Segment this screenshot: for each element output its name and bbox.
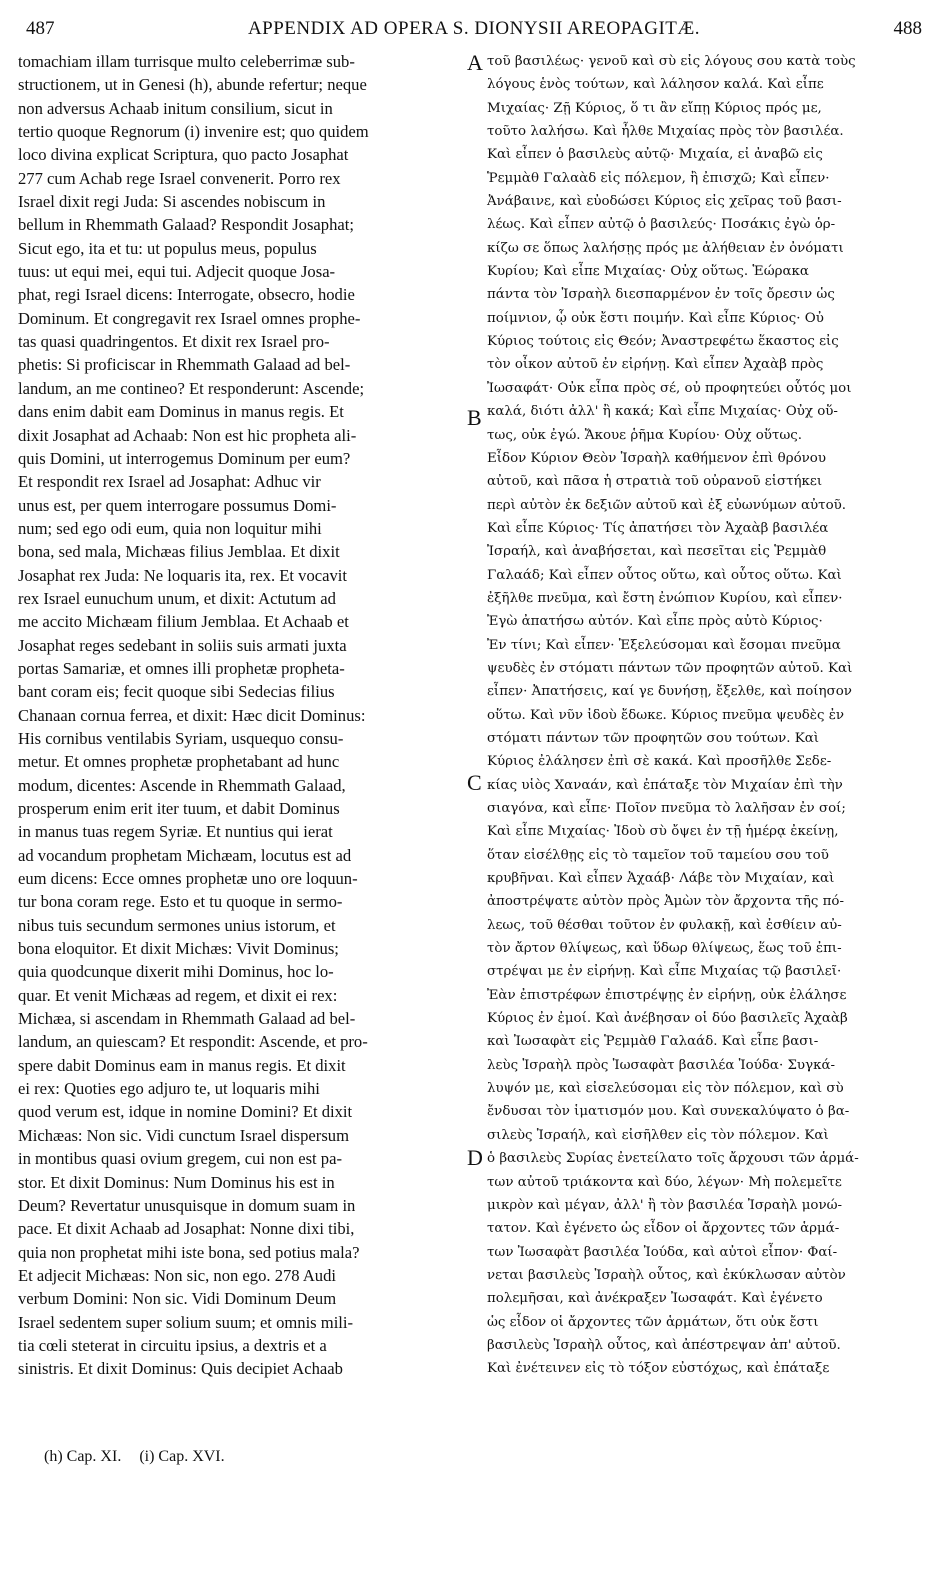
text-line: rex Israel eunuchum unum, et dixit: Actutum ad [18, 588, 336, 608]
text-line: Καὶ εἶπε Μιχαίας· Ἰδοὺ σὺ ὄψει ἐν τῇ ἡμέρᾳ ἐκείνῃ, [487, 824, 839, 840]
text-line: Israel dixit regi Juda: Si ascendes nobiscum in [18, 192, 326, 212]
text-line: Καὶ εἶπε Κύριος· Τίς ἀπατήσει τὸν Ἀχαὰβ βασιλέα [487, 520, 829, 536]
text-line: κίζω σε ὅπως λαλήσῃς πρός με ἀλήθειαν ἐν ὀνόματι [487, 240, 844, 256]
text-line: Josaphat reges sedebant in soliis suis armati juxta [18, 635, 347, 655]
text-line: πάντα τὸν Ἰσραὴλ διεσπαρμένον ἐν τοῖς ὄρεσιν ὡς [487, 287, 835, 303]
text-line: τὸν οἶκον αὐτοῦ ἐν εἰρήνῃ. Καὶ εἶπεν Ἀχαὰβ πρὸς [487, 357, 824, 373]
text-line: landum, an quiescam? Et respondit: Ascende, et pro- [18, 1032, 368, 1052]
text-line: Josaphat rex Juda: Ne loquaris ita, rex. Et vocavit [18, 565, 348, 585]
text-line: Chanaan cornua ferrea, et dixit: Hæc dicit Dominus: [18, 705, 366, 725]
text-line: μικρὸν καὶ μέγαν, ἀλλ' ἢ τὸν βασιλέα Ἰσραὴλ μονώ- [487, 1197, 843, 1213]
text-line: Κύριος ἐλάλησεν ἐπὶ σὲ κακά. Καὶ προσῆλθε Σεδε- [487, 754, 832, 770]
text-line: phat, regi Israel dicens: Interrogate, obsecro, hodie [18, 285, 355, 305]
text-line: Γαλαάδ; Καὶ εἶπεν οὗτος οὕτω, καὶ οὗτος οὕτω. Καὶ [487, 567, 842, 583]
text-line: stor. Et dixit Dominus: Num Dominus his est in [18, 1172, 335, 1192]
text-line: bellum in Rhemmath Galaad? Respondit Josaphat; [18, 215, 354, 235]
text-line: Ἰσραήλ, καὶ ἀναβήσεται, καὶ πεσεῖται εἰς Ῥεμμὰθ [487, 544, 827, 560]
text-line: οὕτω. Καὶ νῦν ἰδοὺ ἔδωκε. Κύριος πνεῦμα ψευδὲς ἐν [487, 707, 845, 723]
text-line: tas quasi quadringentos. Et dixit rex Israel pro- [18, 332, 330, 352]
text-line: λέως. Καὶ εἶπεν αὐτῷ ὁ βασιλεύς· Ποσάκις ἐγὼ ὁρ- [487, 217, 836, 233]
text-line: ὁ βασιλεὺς Συρίας ἐνετείλατο τοῖς ἄρχουσι τῶν ἁρμά- [487, 1151, 859, 1167]
text-line: των αὐτοῦ τριάκοντα καὶ δύο, λέγων· Μὴ πολεμεῖτε [487, 1174, 842, 1190]
text-line: tuus: ut equi mei, equi tui. Adjecit quoque Josa- [18, 262, 336, 282]
text-line: σιαγόνα, καὶ εἶπε· Ποῖον πνεῦμα τὸ λαλῆσαν ἐν σοί; [487, 801, 846, 816]
text-line: tertio quoque Regnorum (i) invenire est; quo quidem [18, 122, 369, 142]
text-line: phetis: Si proficiscar in Rhemmath Galaad ad bel- [18, 355, 351, 375]
text-line: περὶ αὐτὸν ἐκ δεξιῶν αὐτοῦ καὶ ἐξ εὐωνύμων αὐτοῦ. [487, 497, 847, 513]
text-line: Καὶ εἶπεν ὁ βασιλεὺς αὐτῷ· Μιχαία, εἰ ἀναβῶ εἰς [487, 147, 823, 163]
text-line: λυψόν με, καὶ εἰσελεύσομαι εἰς τὸν πόλεμον, καὶ σὺ [487, 1081, 844, 1097]
text-line: βασιλεὺς Ἰσραὴλ οὗτος, καὶ ἀπέστρεψαν ἀπ' αὐτοῦ. [487, 1337, 841, 1353]
text-line: Deum? Revertatur unusquisque in domum suam in [18, 1195, 356, 1215]
margin-marker-b: B [467, 405, 482, 430]
text-line: unus est, per quem interrogare possumus Domi- [18, 495, 337, 515]
text-line: in montibus quasi ovium gregem, cui non est pa- [18, 1149, 342, 1169]
text-line: σιλεὺς Ἰσραήλ, καὶ εἰσῆλθεν εἰς τὸν πόλεμον. Καὶ [487, 1127, 829, 1143]
text-line: τὸν ἄρτον θλίψεως, καὶ ὕδωρ θλίψεως, ἕως τοῦ ἐπι- [487, 941, 842, 957]
text-line: Ἐὰν ἐπιστρέφων ἐπιστρέψῃς ἐν εἰρήνῃ, οὐκ ἐλάλησε [487, 987, 847, 1003]
text-line: λόγους ἑνὸς τούτων, καὶ λάλησον καλά. Καὶ εἶπε [487, 77, 824, 93]
text-line: Et adjecit Michæas: Non sic, non ego. 278 Audi [18, 1265, 337, 1285]
text-line: Κυρίου; Καὶ εἶπε Μιχαίας· Οὐχ οὕτως. Ἑώρακα [487, 264, 809, 280]
greek-column [487, 50, 937, 1381]
text-line: bant coram eis; fecit quoque sibi Sedecias filius [18, 682, 335, 702]
text-line: sinistris. Et dixit Dominus: Quis decipiet Achaab [18, 1359, 343, 1379]
text-line: me accito Michæam filium Jemblaa. Et Achaab et [18, 612, 349, 632]
text-line: λεως, τοῦ θέσθαι τοῦτον ἐν φυλακῇ, καὶ ἐσθίειν αὐ- [487, 917, 842, 933]
text-line: metur. Et omnes prophetæ prophetabant ad hunc [18, 752, 340, 772]
text-line: His cornibus ventilabis Syriam, usquequo consu- [18, 728, 344, 748]
text-line: Μιχαίας· Ζῇ Κύριος, ὅ τι ἂν εἴπῃ Κύριος πρός με, [487, 100, 822, 116]
text-line: Ἀνάβαινε, καὶ εὐοδώσει Κύριος εἰς χεῖρας τοῦ βασι- [487, 194, 842, 210]
text-line: των Ἰωσαφὰτ βασιλέα Ἰούδα, καὶ αὐτοὶ εἶπον· Φαί- [487, 1244, 838, 1260]
page-number-left: 487 [26, 18, 55, 39]
text-line: ad vocandum prophetam Michæam, locutus est ad [18, 845, 352, 865]
text-line: portas Samariæ, et omnes illi prophetæ propheta- [18, 658, 345, 678]
text-line: Ἰωσαφάτ· Οὐκ εἶπα πρὸς σέ, οὐ προφητεύει οὗτός μοι [487, 380, 852, 396]
footnote-i: (i) Cap. XVI. [139, 1448, 225, 1465]
text-line: quar. Et venit Michæas ad regem, et dixit ei rex: [18, 985, 338, 1005]
text-line: Israel sedentem super solium suum; et omnis mili- [18, 1312, 354, 1332]
margin-marker-c: C [467, 770, 482, 795]
text-line: Ἐν τίνι; Καὶ εἶπεν· Ἐξελεύσομαι καὶ ἔσομαι πνεῦμα [487, 637, 841, 653]
text-line: bona, sed mala, Michæas filius Jemblaa. Et dixit [18, 542, 340, 562]
text-line: ὅταν εἰσέλθῃς εἰς τὸ ταμεῖον τοῦ ταμείου σου τοῦ [487, 847, 829, 863]
margin-marker-d: D [467, 1145, 483, 1170]
text-line: Michæa, si ascendam in Rhemmath Galaad ad bel- [18, 1009, 356, 1029]
text-line: ὡς εἶδον οἱ ἄρχοντες τῶν ἁρμάτων, ὅτι οὐκ ἔστι [487, 1314, 819, 1330]
text-line: pace. Et dixit Achaab ad Josaphat: Nonne dixi tibi, [18, 1219, 355, 1239]
text-line: tur bona coram rege. Esto et tu quoque in sermo- [18, 892, 343, 912]
text-line: ἐξῆλθε πνεῦμα, καὶ ἔστη ἐνώπιον Κυρίου, καὶ εἶπεν· [487, 590, 843, 606]
text-line: Κύριος ἐν ἐμοί. Καὶ ἀνέβησαν οἱ δύο βασιλεῖς Ἀχαὰβ [487, 1011, 848, 1027]
text-line: Et respondit rex Israel ad Josaphat: Adhuc vir [18, 472, 321, 492]
text-line: Εἶδον Κύριον Θεὸν Ἰσραὴλ καθήμενον ἐπὶ θρόνου [487, 450, 827, 466]
text-line: dans enim dabit eam Dominus in manus regis. Et [18, 402, 344, 422]
text-line: καλά, διότι ἀλλ' ἢ κακά; Καὶ εἶπε Μιχαίας· Οὐχ οὕ- [487, 404, 838, 420]
text-line: tia cœli steterat in circuitu ipsius, a dextris et a [18, 1335, 327, 1355]
running-title: APPENDIX AD OPERA S. DIONYSII AREOPAGITÆ. [247, 18, 701, 39]
text-line: Κύριος τούτοις εἰς Θεόν; Ἀναστρεφέτω ἕκαστος εἰς [487, 334, 839, 350]
text-line: quia non prophetat mihi iste bona, sed potius mala? [18, 1242, 360, 1262]
latin-column [18, 50, 463, 1381]
text-line: dixit Josaphat ad Achaab: Non est hic propheta ali- [18, 425, 357, 445]
text-line: quia quodcunque dixerit mihi Dominus, hoc lo- [18, 962, 334, 982]
text-line: ἀποστρέψατε αὐτὸν πρὸς Ἀμὼν τὸν ἄρχοντα τῆς πό- [487, 894, 845, 910]
text-line: Dominum. Et congregavit rex Israel omnes prophe- [18, 308, 361, 328]
text-line: prosperum enim erit iter tuum, et dabit Dominus [18, 799, 340, 818]
text-line: non adversus Achaab initum consilium, sicut in [18, 98, 333, 118]
text-line: quod verum est, idque in nomine Domini? Et dixit [18, 1102, 353, 1122]
text-line: quis Domini, ut interrogemus Dominum per eum? [18, 448, 351, 468]
text-line: loco divina explicat Scriptura, quo pacto Josaphat [18, 145, 349, 165]
text-line: Michæas: Non sic. Vidi cunctum Israel dispersum [18, 1125, 349, 1145]
footnote-h: (h) Cap. XI. [44, 1448, 122, 1465]
text-line: ψευδὲς ἐν στόματι πάντων τῶν προφητῶν αὐτοῦ. Καὶ [487, 660, 853, 676]
text-line: landum, an me contineo? Et responderunt: Ascende; [18, 378, 365, 398]
footnotes [44, 1448, 239, 1466]
text-line: ἔνδυσαι τὸν ἱματισμόν μου. Καὶ συνεκαλύψατο ὁ βα- [487, 1104, 850, 1120]
text-line: tomachiam illam turrisque multo celeberrimæ sub- [18, 52, 355, 71]
text-line: τατον. Καὶ ἐγένετο ὡς εἶδον οἱ ἄρχοντες τῶν ἁρμά- [487, 1221, 840, 1237]
text-line: Καὶ ἐνέτεινεν εἰς τὸ τόξον εὐστόχως, καὶ ἐπάταξε [487, 1361, 830, 1377]
text-line: Sicut ego, ita et tu: ut populus meus, populus [18, 238, 317, 258]
running-header [26, 18, 922, 44]
text-line: verbum Domini: Non sic. Vidi Dominum Deum [18, 1289, 337, 1309]
text-line: num; sed ego odi eum, quia non loquitur mihi [18, 518, 322, 538]
text-line: nibus tuis secundum sermones unius istorum, et [18, 915, 336, 935]
text-line: κρυβῆναι. Καὶ εἶπεν Ἀχαάβ· Λάβε τὸν Μιχαίαν, καὶ [487, 871, 835, 887]
text-line: εἶπεν· Ἀπατήσεις, καί γε δυνήσῃ, ἔξελθε, καὶ ποίησον [487, 684, 852, 700]
text-line: καὶ Ἰωσαφὰτ εἰς Ῥεμμὰθ Γαλαάδ. Καὶ εἶπε βασι- [487, 1034, 819, 1050]
text-line: Ῥεμμὰθ Γαλαὰδ εἰς πόλεμον, ἢ ἐπισχῶ; Καὶ εἶπεν· [487, 170, 830, 186]
text-line: κίας υἱὸς Χαναάν, καὶ ἐπάταξε τὸν Μιχαίαν ἐπὶ τὴν [487, 777, 843, 793]
text-line: στόματι πάντων τῶν προφητῶν σου τούτων. Καὶ [487, 730, 820, 746]
text-line: bona eloquitor. Et dixit Michæs: Vivit Dominus; [18, 939, 339, 959]
text-line: τοῦ βασιλέως· γενοῦ καὶ σὺ εἰς λόγους σου κατὰ τοὺς [487, 54, 856, 69]
text-line: Ἐγὼ ἀπατήσω αὐτόν. Καὶ εἶπε πρὸς αὐτὸ Κύριος· [487, 614, 823, 630]
text-line: αὐτοῦ, καὶ πᾶσα ἡ στρατιὰ τοῦ οὐρανοῦ εἱστήκει [487, 474, 823, 490]
text-line: spere dabit Dominus eam in manus regis. Et dixit [18, 1055, 346, 1075]
page-number-right: 488 [893, 18, 922, 39]
text-line: τως, οὐκ ἐγώ. Ἄκουε ῥῆμα Κυρίου· Οὐχ οὕτως. [487, 427, 803, 443]
text-line: in manus tuas regem Syriæ. Et nuntius qui ierat [18, 822, 333, 842]
text-line: στρέψαι με ἐν εἰρήνῃ. Καὶ εἶπε Μιχαίας τῷ βασιλεῖ· [487, 964, 842, 980]
margin-marker-a: A [467, 50, 483, 75]
text-line: eum dicens: Ecce omnes prophetæ uno ore loquun- [18, 869, 358, 889]
text-line: τοῦτο λαλήσω. Καὶ ἦλθε Μιχαίας πρὸς τὸν βασιλέα. [487, 124, 844, 140]
text-line: 277 cum Achab rege Israel convenerit. Porro rex [18, 168, 341, 188]
text-line: ei rex: Quoties ego adjuro te, ut loquaris mihi [18, 1079, 320, 1099]
text-line: λεὺς Ἰσραὴλ πρὸς Ἰωσαφὰτ βασιλέα Ἰούδα· Συγκά- [487, 1057, 836, 1073]
text-line: modum, dicentes: Ascende in Rhemmath Galaad, [18, 775, 346, 795]
text-line: πολεμῆσαι, καὶ ἀνέκραξεν Ἰωσαφάτ. Καὶ ἐγένετο [487, 1291, 823, 1307]
text-line: structionem, ut in Genesi (h), abunde refertur; neque [18, 75, 367, 95]
text-line: νεται βασιλεὺς Ἰσραὴλ οὗτος, καὶ ἐκύκλωσαν αὐτὸν [487, 1267, 846, 1283]
text-line: ποίμνιον, ᾧ οὐκ ἔστι ποιμήν. Καὶ εἶπε Κύριος· Οὐ [487, 310, 824, 326]
